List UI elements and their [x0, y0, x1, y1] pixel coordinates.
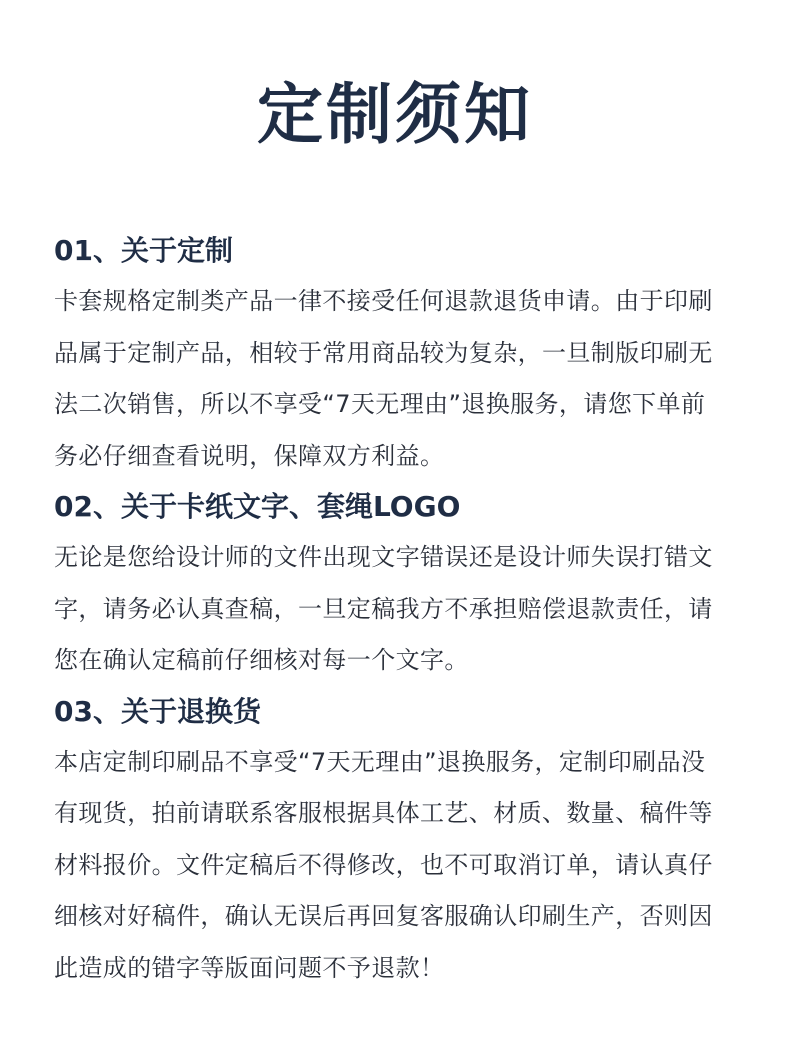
- section-text-line: 无论是您给设计师的文件出现文字错误还是设计师失误打错文: [54, 543, 713, 571]
- section-text-line: 材料报价。文件定稿后不得修改，也不可取消订单，请认真仔: [54, 850, 713, 879]
- section-text-line: 细核对好稿件，确认无误后再回复客服确认印刷生产，否则因: [54, 902, 713, 930]
- section-heading: 02、关于卡纸文字、套绳LOGO: [54, 490, 461, 523]
- section-custom: [54, 226, 744, 482]
- section-text-line: 有现货，拍前请联系客服根据具体工艺、材质、数量、稿件等: [54, 799, 713, 827]
- section-heading: 03、关于退换货: [54, 694, 261, 728]
- section-text-logo: [54, 482, 744, 687]
- notice-content: [54, 226, 744, 994]
- section-text-line: 您在确认定稿前仔细核对每一个文字。: [54, 646, 469, 674]
- section-text-line: 法二次销售，所以不享受“7天无理由”退换服务，请您下单前: [54, 390, 706, 418]
- section-returns: [54, 687, 744, 995]
- section-text-line: 品属于定制产品，相较于常用商品较为复杂，一旦制版印刷无: [54, 338, 713, 367]
- section-text-line: 此造成的错字等版面问题不予退款！: [54, 953, 445, 982]
- section-text-line: 字，请务必认真查稿，一旦定稿我方不承担赔偿退款责任，请: [54, 594, 713, 623]
- section-text-line: 务必仔细查看说明，保障双方利益。: [54, 441, 445, 470]
- page-title: 定制须知: [257, 76, 533, 153]
- section-heading: 01、关于定制: [54, 234, 233, 267]
- section-text-line: 卡套规格定制类产品一律不接受任何退款退货申请。由于印刷: [54, 287, 713, 315]
- section-text-line: 本店定制印刷品不享受“7天无理由”退换服务，定制印刷品没: [54, 747, 706, 776]
